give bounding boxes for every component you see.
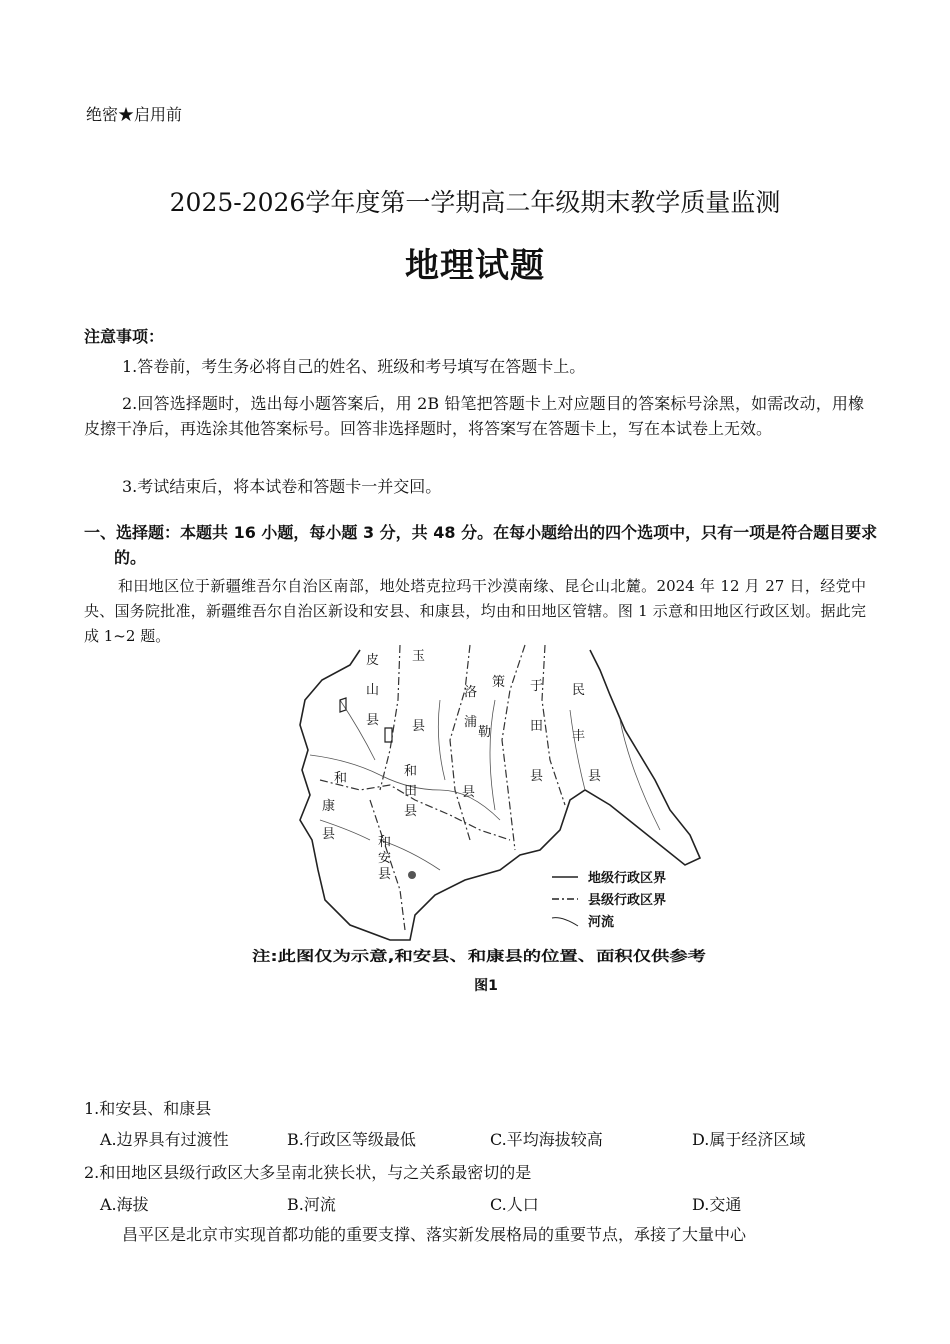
section-intro: 和田地区位于新疆维吾尔自治区南部，地处塔克拉玛干沙漠南缘、昆仑山北麓。2024 年 12 月 27 日，经党中央、国务院批准，新疆维吾尔自治区新设和安县、和康县，均由和田地区管辖。图 1 示意和田地区行政区划。据此完成 1~2 题。 bbox=[84, 577, 866, 645]
notice-item-1: 1.答卷前，考生务必将自己的姓名、班级和考号填写在答题卡上。 bbox=[122, 357, 586, 376]
label-hekang-3: 县 bbox=[322, 827, 336, 842]
question-2-stem: 2.和田地区县级行政区大多呈南北狭长状，与之关系最密切的是 bbox=[84, 1163, 532, 1182]
label-pishan-2: 山 bbox=[366, 683, 380, 698]
label-luopu-2: 浦 bbox=[464, 715, 478, 730]
label-minfeng-1: 民 bbox=[572, 683, 586, 698]
label-yutian-1: 于 bbox=[530, 679, 544, 694]
label-yutian-2: 田 bbox=[530, 719, 544, 734]
confidential-label: 绝密★启用前 bbox=[86, 105, 183, 124]
label-hetian-1: 和 bbox=[404, 764, 418, 779]
question-1-stem: 1.和安县、和康县 bbox=[84, 1099, 212, 1118]
legend-river-line bbox=[552, 918, 578, 926]
notice-item-2: 2.回答选择题时，选出每小题答案后，用 2B 铅笔把答题卡上对应题目的答案标号涂黑，如需改动，用橡皮擦干净后，再选涂其他答案标号。回答非选择题时，将答案写在答题卡上，写在本试卷上无效。 bbox=[84, 394, 864, 438]
label-pishan-1: 皮 bbox=[366, 653, 380, 668]
label-hetian-2: 田 bbox=[404, 784, 418, 799]
section-heading: 一、选择题：本题共 16 小题，每小题 3 分，共 48 分。在每小题给出的四个选项中，只有一项是符合题目要求的。 bbox=[84, 523, 878, 567]
q2-option-a: A.海拔 bbox=[100, 1195, 149, 1214]
notice-item-3: 3.考试结束后，将本试卷和答题卡一并交回。 bbox=[122, 477, 442, 496]
q2-option-c: C.人口 bbox=[490, 1195, 539, 1214]
legend-county-label: 县级行政区界 bbox=[588, 893, 667, 908]
q1-option-b: B.行政区等级最低 bbox=[287, 1130, 416, 1149]
notice-heading: 注意事项： bbox=[84, 327, 165, 346]
label-hean-1: 和 bbox=[378, 835, 392, 850]
label-luopu-1: 洛 bbox=[464, 685, 478, 700]
subject-title: 地理试题 bbox=[405, 246, 545, 286]
label-cele-3: 县 bbox=[462, 785, 476, 800]
label-cele-2: 勒 bbox=[478, 725, 492, 740]
legend-prefecture-label: 地级行政区界 bbox=[588, 871, 667, 886]
q1-option-c: C.平均海拔较高 bbox=[490, 1130, 603, 1149]
hotan-admin-map bbox=[240, 640, 720, 1000]
figure-caption: 图1 bbox=[474, 978, 498, 994]
legend-river-label: 河流 bbox=[588, 915, 615, 930]
map-note: 注:此图仅为示意,和安县、和康县的位置、面积仅供参考 bbox=[252, 949, 599, 965]
label-yu-1: 玉 bbox=[412, 649, 426, 664]
q1-option-d: D.属于经济区域 bbox=[692, 1130, 806, 1149]
label-yutian-3: 县 bbox=[530, 769, 544, 784]
label-yu-2: 县 bbox=[412, 719, 426, 734]
exam-title: 2025-2026学年度第一学期高二年级期末教学质量监测 bbox=[169, 188, 781, 217]
label-hetian-3: 县 bbox=[404, 804, 418, 819]
label-hekang-2: 康 bbox=[322, 799, 336, 814]
label-minfeng-2: 丰 bbox=[572, 729, 586, 744]
label-pishan-3: 县 bbox=[366, 713, 380, 728]
label-cele-1: 策 bbox=[492, 675, 506, 690]
label-hean-2: 安 bbox=[378, 851, 392, 866]
label-hekang-1: 和 bbox=[334, 771, 348, 786]
label-minfeng-3: 县 bbox=[588, 769, 602, 784]
next-passage-intro: 昌平区是北京市实现首都功能的重要支撑、落实新发展格局的重要节点，承接了大量中心 bbox=[122, 1225, 747, 1244]
q2-option-b: B.河流 bbox=[287, 1195, 336, 1214]
label-hean-3: 县 bbox=[378, 867, 392, 882]
q1-option-a: A.边界具有过渡性 bbox=[100, 1130, 229, 1149]
q2-option-d: D.交通 bbox=[692, 1195, 742, 1214]
